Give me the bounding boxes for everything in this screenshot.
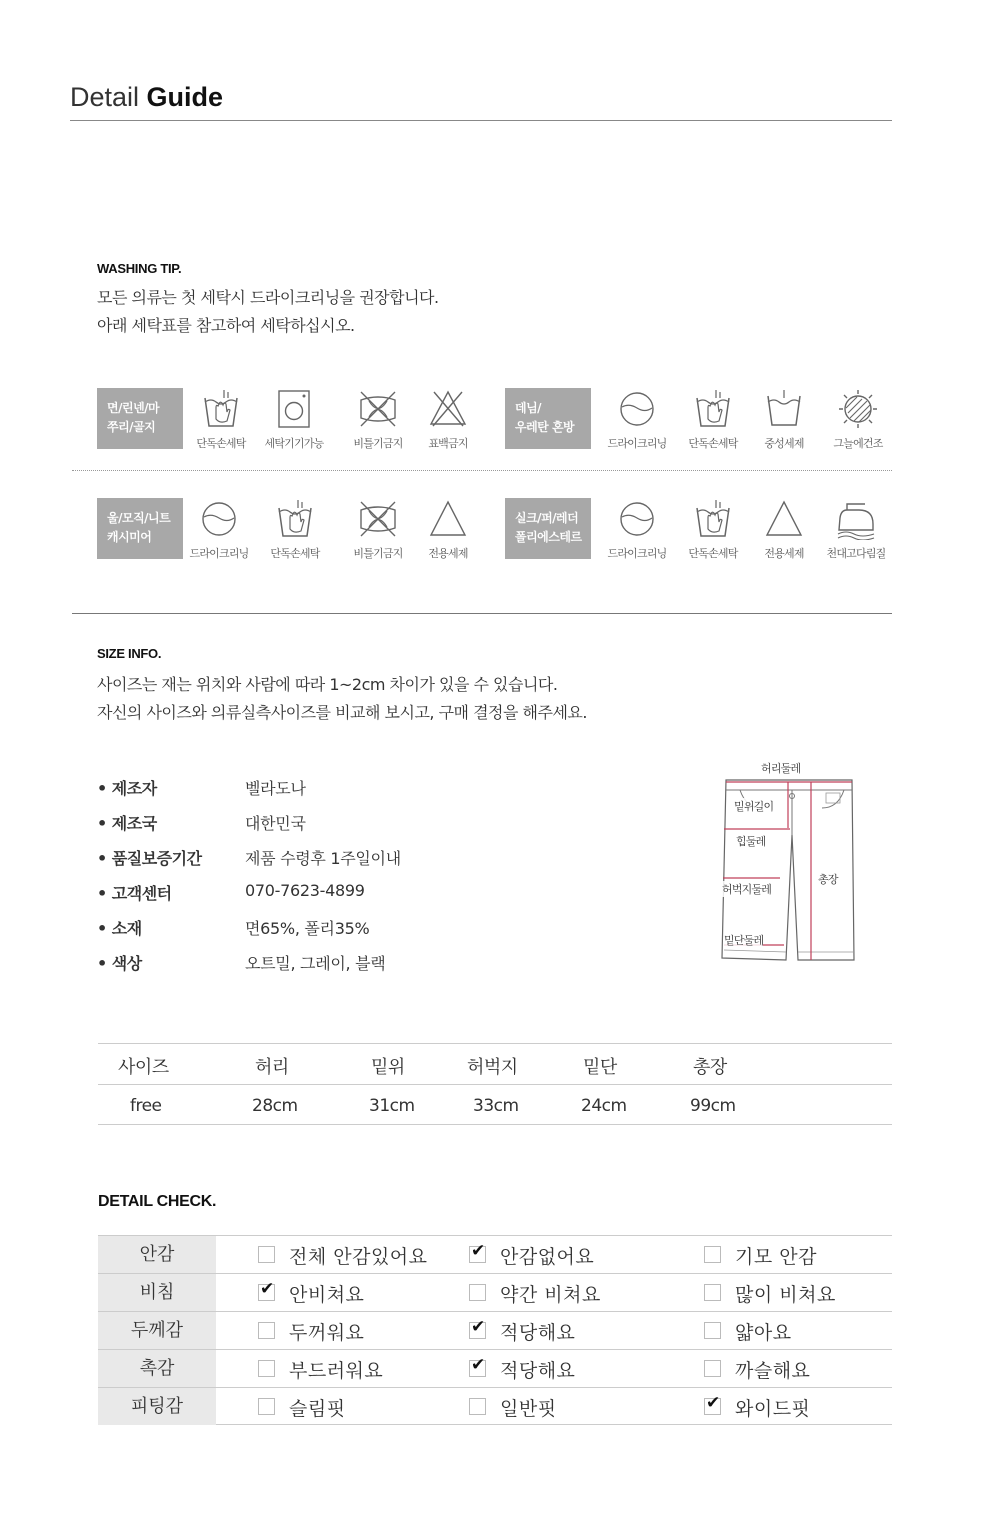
product-info-list xyxy=(97,772,597,982)
check-option-label: 부드러워요 xyxy=(289,1360,384,1382)
washing-line-2: 아래 세탁표를 참고하여 세탁하십시오. xyxy=(97,316,355,335)
size-cell: 28cm xyxy=(252,1096,298,1116)
section-divider xyxy=(72,613,892,614)
check-category: 촉감 xyxy=(98,1350,216,1387)
size-header-cell: 밑위 xyxy=(371,1057,405,1078)
size-info-line-2: 자신의 사이즈와 의류실측사이즈를 비교해 보시고, 구매 결정을 해주세요. xyxy=(97,703,587,722)
checkbox xyxy=(704,1284,721,1301)
check-row xyxy=(98,1387,892,1425)
dry-clean-icon: 드라이크리닝 xyxy=(179,498,259,568)
checkbox xyxy=(258,1322,275,1339)
detail-check-heading: DETAIL CHECK. xyxy=(98,1193,217,1210)
check-mark-icon: ✔ xyxy=(471,1355,486,1375)
check-mark-icon: ✔ xyxy=(471,1241,486,1261)
size-header-cell: 허벅지 xyxy=(467,1057,518,1078)
size-table-header xyxy=(98,1043,892,1084)
diagram-label-waist: 허리둘레 xyxy=(761,762,801,775)
checked-checkbox xyxy=(258,1279,275,1301)
cloth-iron-icon: 천대고다림질 xyxy=(816,498,896,568)
size-header-cell: 사이즈 xyxy=(118,1057,169,1078)
check-option-label: 까슬해요 xyxy=(735,1360,811,1382)
size-cell: 99cm xyxy=(690,1096,736,1116)
check-mark-icon: ✔ xyxy=(706,1393,721,1413)
wash-category-wool: 울/모직/니트 캐시미어 xyxy=(97,498,183,559)
special-detergent-icon: 전용세제 xyxy=(744,498,824,568)
checked-checkbox xyxy=(469,1241,486,1263)
size-header-cell: 총장 xyxy=(693,1057,727,1078)
washing-heading: WASHING TIP. xyxy=(97,261,182,276)
no-bleach-icon: 표백금지 xyxy=(408,388,488,458)
info-row-maker: • 제조자 벨라도나 xyxy=(97,779,306,798)
check-option-label: 두꺼워요 xyxy=(289,1322,365,1344)
title-light: Detail xyxy=(70,82,140,112)
checkbox xyxy=(258,1246,275,1263)
check-option-label: 슬림핏 xyxy=(289,1398,346,1420)
diagram-label-hip: 힙둘레 xyxy=(736,835,766,848)
size-info-heading: SIZE INFO. xyxy=(97,646,162,661)
pants-size-diagram xyxy=(716,760,866,970)
hand-wash-icon: 단독손세탁 xyxy=(673,498,753,568)
size-table-row xyxy=(98,1084,892,1125)
page-title xyxy=(70,82,223,113)
diagram-label-thigh: 허벅지둘레 xyxy=(722,883,772,896)
check-category: 두께감 xyxy=(98,1312,216,1349)
check-option-label: 일반핏 xyxy=(500,1398,557,1420)
checkbox xyxy=(704,1322,721,1339)
size-cell: free xyxy=(130,1096,162,1116)
check-option-label: 적당해요 xyxy=(500,1360,576,1382)
info-row-support: • 고객센터 070-7623-4899 xyxy=(97,881,365,903)
diagram-label-hem: 밑단둘레 xyxy=(724,934,764,947)
check-category: 비침 xyxy=(98,1274,216,1311)
diagram-label-rise: 밑위길이 xyxy=(734,800,774,813)
size-cell: 33cm xyxy=(473,1096,519,1116)
checkbox xyxy=(469,1284,486,1301)
detail-check-table xyxy=(98,1235,892,1425)
check-option-label: 와이드핏 xyxy=(735,1398,811,1420)
size-header-cell: 허리 xyxy=(255,1057,289,1078)
size-cell: 24cm xyxy=(581,1096,627,1116)
diagram-label-length: 총장 xyxy=(818,873,838,886)
wash-row-2 xyxy=(97,498,892,568)
no-wring-icon: 비틀기금지 xyxy=(338,388,418,458)
hand-wash-icon: 단독손세탁 xyxy=(255,498,335,568)
dry-clean-icon: 드라이크리닝 xyxy=(597,388,677,458)
info-row-color: • 색상 오트밀, 그레이, 블랙 xyxy=(97,954,386,973)
check-row xyxy=(98,1311,892,1349)
wash-category-silk: 실크/퍼/레더 폴리에스테르 xyxy=(505,498,591,559)
no-wring-icon: 비틀기금지 xyxy=(338,498,418,568)
washing-text xyxy=(97,284,439,340)
check-option-label: 많이 비쳐요 xyxy=(735,1284,836,1306)
check-option-label: 적당해요 xyxy=(500,1322,576,1344)
special-detergent-icon: 전용세제 xyxy=(408,498,488,568)
check-option-label: 얇아요 xyxy=(735,1322,792,1344)
neutral-detergent-icon: 중성세제 xyxy=(744,388,824,458)
shade-dry-icon: 그늘에건조 xyxy=(818,388,898,458)
checkbox xyxy=(258,1398,275,1415)
info-row-country: • 제조국 대한민국 xyxy=(97,814,306,833)
checkbox xyxy=(704,1360,721,1377)
check-option-label: 기모 안감 xyxy=(735,1246,817,1268)
size-info-line-1: 사이즈는 재는 위치와 사람에 따라 1~2cm 차이가 있을 수 있습니다. xyxy=(97,675,558,694)
check-option-label: 안감없어요 xyxy=(500,1246,595,1268)
size-cell: 31cm xyxy=(369,1096,415,1116)
checkbox xyxy=(258,1360,275,1377)
checkbox xyxy=(469,1398,486,1415)
check-row xyxy=(98,1273,892,1311)
size-info-text xyxy=(97,671,587,727)
wash-row-1 xyxy=(97,388,892,458)
hand-wash-icon: 단독손세탁 xyxy=(673,388,753,458)
check-row xyxy=(98,1349,892,1387)
washing-machine-icon: 세탁기기가능 xyxy=(254,388,334,458)
checked-checkbox xyxy=(704,1393,721,1415)
wash-divider xyxy=(72,470,892,471)
wash-category-denim: 데님/ 우레탄 혼방 xyxy=(505,388,591,449)
check-mark-icon: ✔ xyxy=(260,1279,275,1299)
size-header-cell: 밑단 xyxy=(583,1057,617,1078)
checked-checkbox xyxy=(469,1317,486,1339)
size-table xyxy=(98,1043,892,1125)
check-option-label: 약간 비쳐요 xyxy=(500,1284,601,1306)
washing-line-1: 모든 의류는 첫 세탁시 드라이크리닝을 권장합니다. xyxy=(97,288,439,307)
check-category: 안감 xyxy=(98,1236,216,1273)
title-divider xyxy=(70,120,892,121)
checked-checkbox xyxy=(469,1355,486,1377)
check-mark-icon: ✔ xyxy=(471,1317,486,1337)
wash-category-cotton: 면/린넨/마 쭈리/골지 xyxy=(97,388,183,449)
dry-clean-icon: 드라이크리닝 xyxy=(597,498,677,568)
hand-wash-icon: 단독손세탁 xyxy=(181,388,261,458)
check-option-label: 안비쳐요 xyxy=(289,1284,365,1306)
title-bold: Guide xyxy=(146,82,224,112)
info-row-warranty: • 품질보증기간 제품 수령후 1주일이내 xyxy=(97,849,401,868)
checkbox xyxy=(704,1246,721,1263)
check-row xyxy=(98,1235,892,1273)
check-category: 피팅감 xyxy=(98,1388,216,1425)
info-row-material: • 소재 면65%, 폴리35% xyxy=(97,919,370,938)
check-option-label: 전체 안감있어요 xyxy=(289,1246,428,1268)
